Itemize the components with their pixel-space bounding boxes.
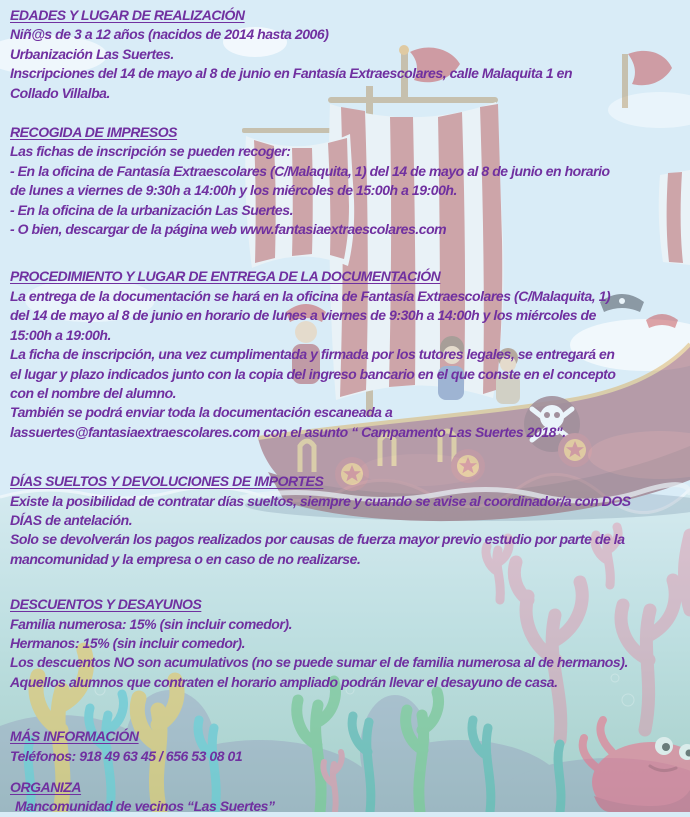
text-line: con el nombre del alumno. (10, 384, 686, 403)
section-heading: PROCEDIMIENTO Y LUGAR DE ENTREGA DE LA DOCUMENTACIÓN (10, 267, 686, 286)
section-heading: ORGANIZA (10, 778, 686, 797)
section (10, 727, 686, 766)
text-line: La ficha de inscripción, una vez cumplimentada y firmada por los tutores legales, se entregará en (10, 345, 686, 364)
document-body (10, 6, 686, 817)
text-line: Las fichas de inscripción se pueden recoger: (10, 142, 686, 161)
section-heading: DESCUENTOS Y DESAYUNOS (10, 595, 686, 614)
text-line: Inscripciones del 14 de mayo al 8 de junio en Fantasía Extraescolares, calle Malaquita 1 en (10, 64, 686, 83)
text-line: Mancomunidad de vecinos “Las Suertes” (10, 797, 686, 816)
text-line: Solo se devolverán los pagos realizados por causas de fuerza mayor previo estudio por parte de la (10, 530, 686, 549)
text-line: Hermanos: 15% (sin incluir comedor). (10, 634, 686, 653)
section (10, 778, 686, 817)
section (10, 472, 686, 569)
section (10, 123, 686, 239)
text-line: Los descuentos NO son acumulativos (no se puede sumar el de familia numerosa al de hermanos). (10, 653, 686, 672)
text-line: 15:00h a 19:00h. (10, 326, 686, 345)
section-heading: RECOGIDA DE IMPRESOS (10, 123, 686, 142)
text-line: del 14 de mayo al 8 de junio en horario de lunes a viernes de 9:30h a 14:00h y los miércoles de (10, 306, 686, 325)
text-line: Teléfonos: 918 49 63 45 / 656 53 08 01 (10, 747, 686, 766)
section (10, 267, 686, 442)
text-line: Collado Villalba. (10, 84, 686, 103)
text-line: - En la oficina de la urbanización Las Suertes. (10, 201, 686, 220)
text-line: de lunes a viernes de 9:30h a 14:00h y los miércoles de 15:00h a 19:00h. (10, 181, 686, 200)
text-line: Familia numerosa: 15% (sin incluir comedor). (10, 615, 686, 634)
text-line: Aquellos alumnos que contraten el horario ampliado podrán llevar el desayuno de casa. (10, 673, 686, 692)
text-line: el lugar y plazo indicados junto con la copia del ingreso bancario en el que conste en el concepto (10, 365, 686, 384)
text-line: - O bien, descargar de la página web www.fantasiaextraescolares.com (10, 220, 686, 239)
text-line: Existe la posibilidad de contratar días sueltos, siempre y cuando se avise al coordinador/a con DOS (10, 492, 686, 511)
section (10, 6, 686, 103)
section-heading: MÁS INFORMACIÓN (10, 727, 686, 746)
text-line: - En la oficina de Fantasía Extraescolares (C/Malaquita, 1) del 14 de mayo al 8 de junio en horario (10, 162, 686, 181)
text-line: Urbanización Las Suertes. (10, 45, 686, 64)
text-line: También se podrá enviar toda la documentación escaneada a (10, 403, 686, 422)
text-line: mancomunidad y la empresa o en caso de no realizarse. (10, 550, 686, 569)
section-heading: EDADES Y LUGAR DE REALIZACIÓN (10, 6, 686, 25)
text-line: DÍAS de antelación. (10, 511, 686, 530)
text-line: lassuertes@fantasiaextraescolares.com con el asunto “ Campamento Las Suertes 2018". (10, 423, 686, 442)
section-heading: DÍAS SUELTOS Y DEVOLUCIONES DE IMPORTES (10, 472, 686, 491)
text-line: La entrega de la documentación se hará en la oficina de Fantasía Extraescolares (C/Malaquita, 1) (10, 287, 686, 306)
text-line: Niñ@s de 3 a 12 años (nacidos de 2014 hasta 2006) (10, 25, 686, 44)
section (10, 595, 686, 692)
